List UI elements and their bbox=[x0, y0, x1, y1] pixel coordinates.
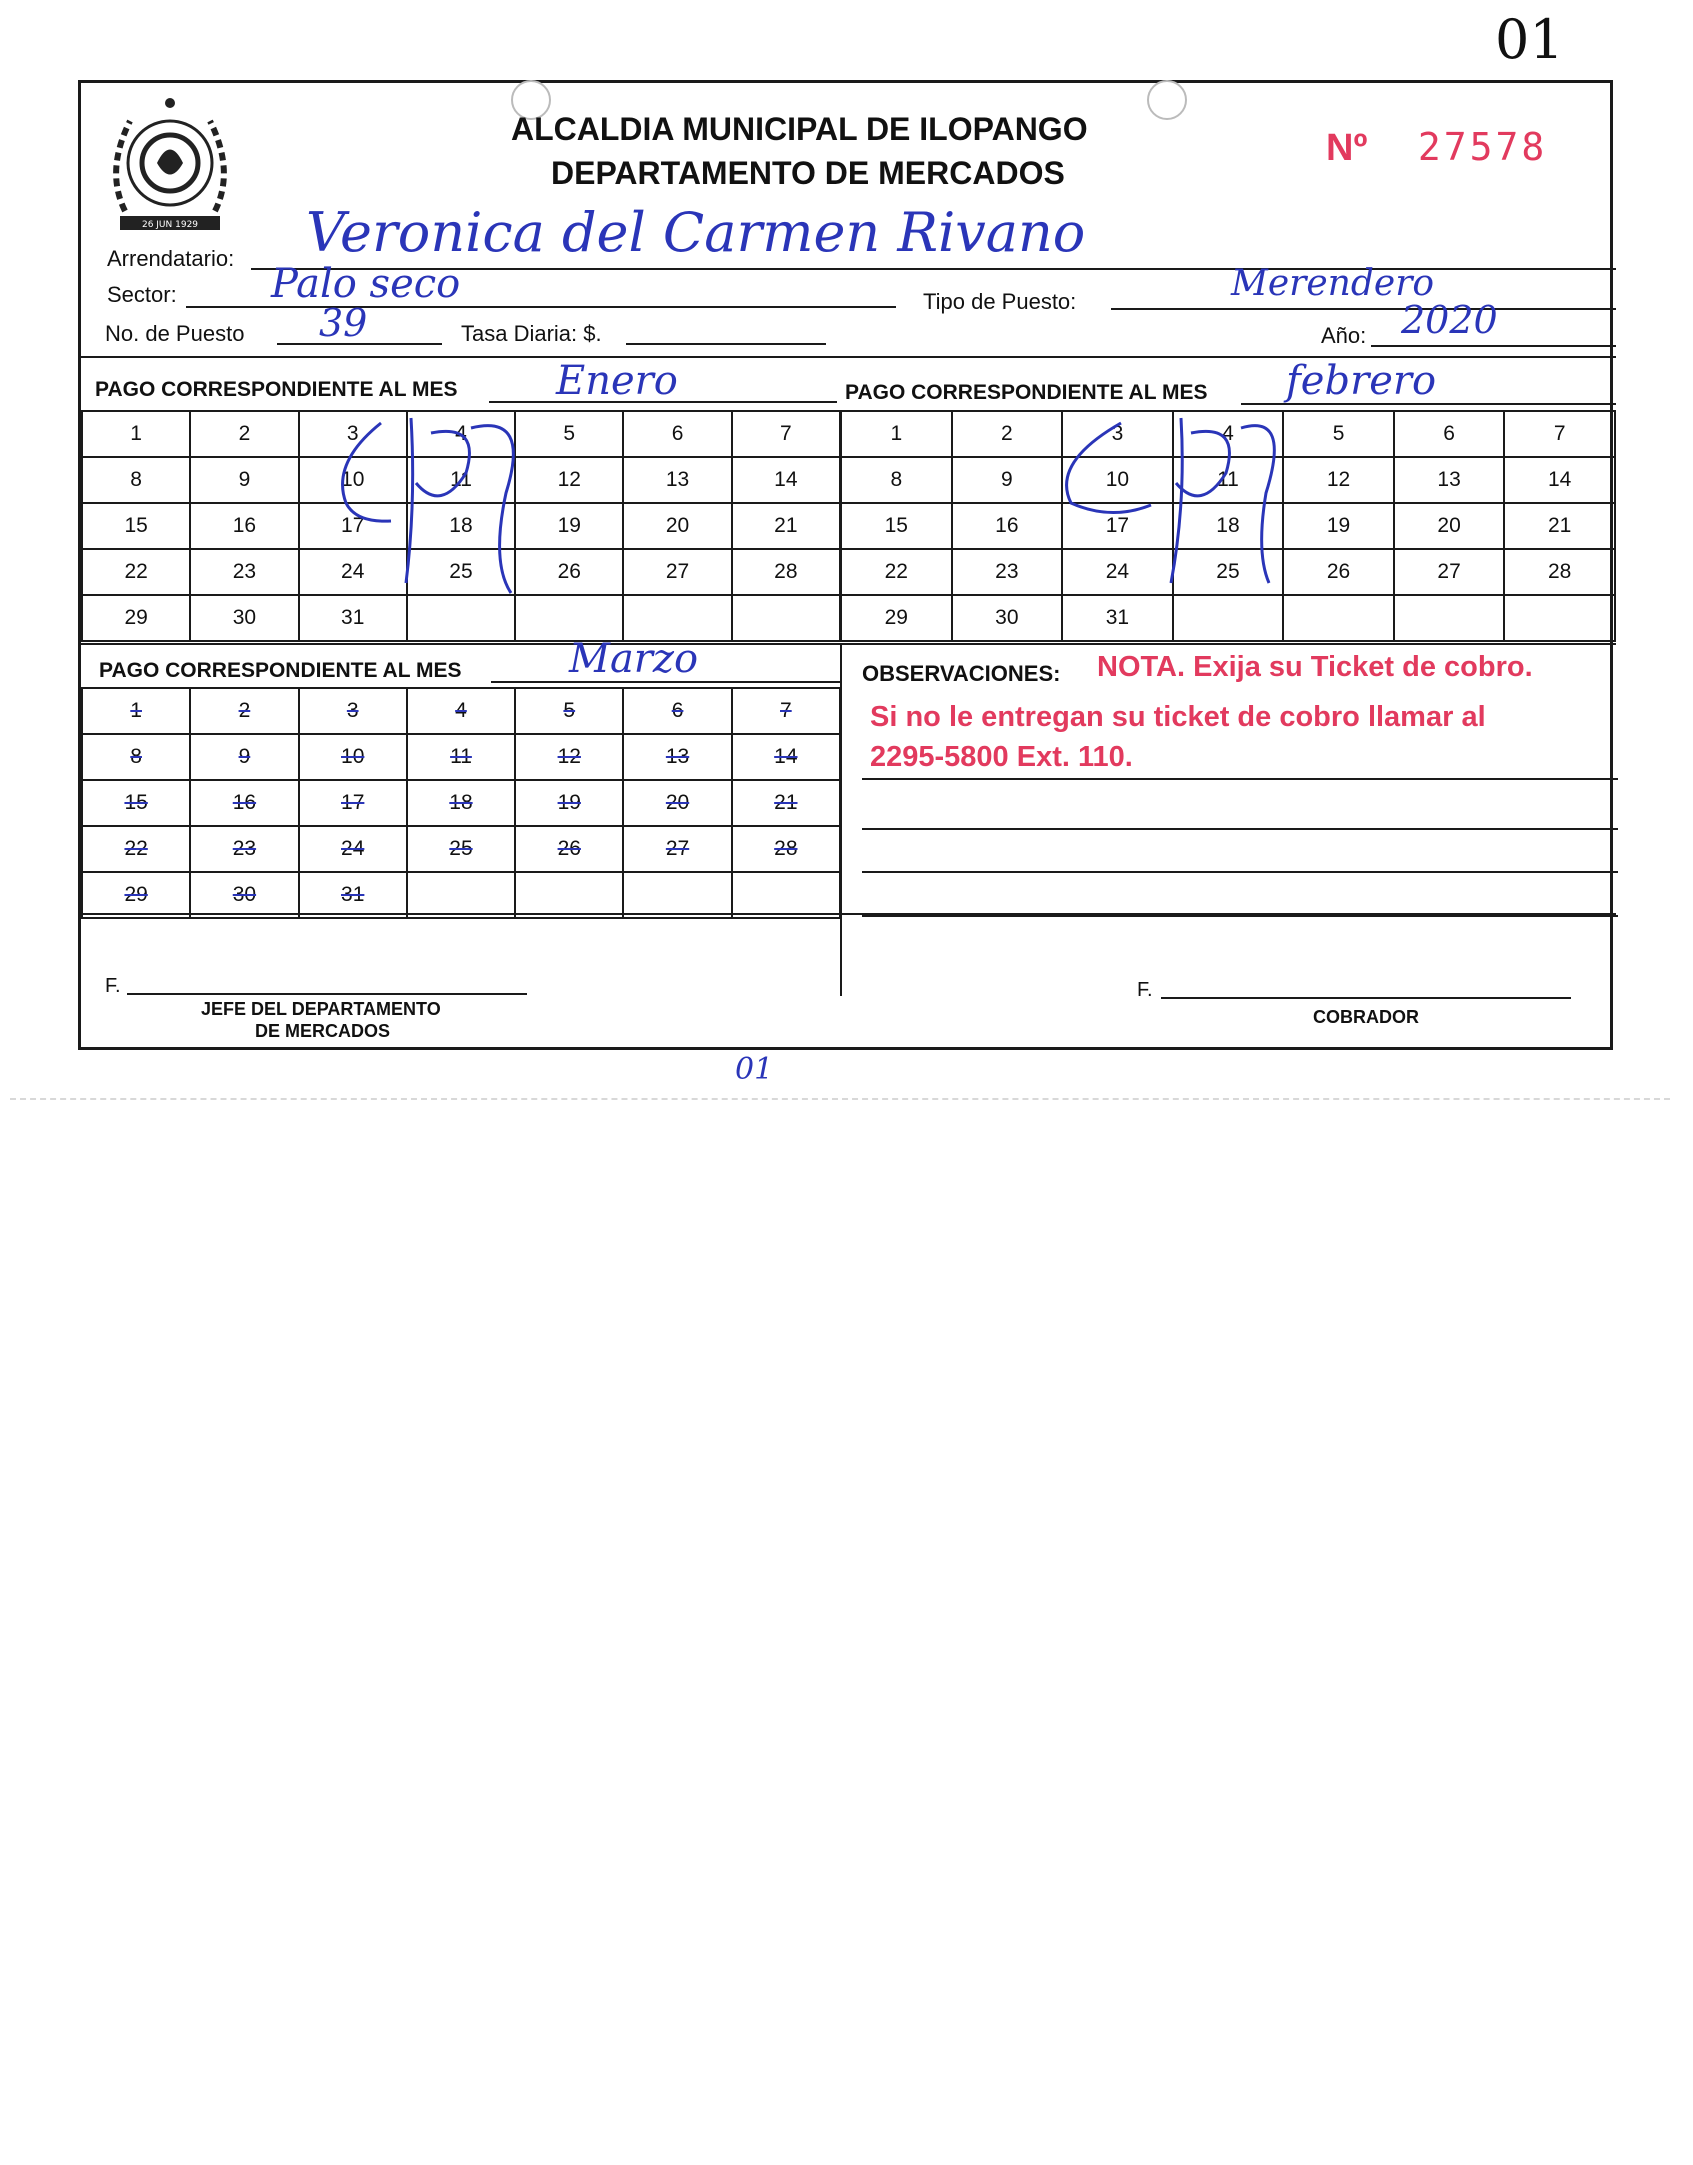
cobrador-label: COBRADOR bbox=[1313, 1007, 1419, 1027]
calendar-day-cell: 25 bbox=[407, 549, 515, 595]
calendar-day-cell: 22 bbox=[841, 549, 952, 595]
calendar-day-cell: 4 bbox=[407, 688, 515, 734]
tasa-diaria-label: Tasa Diaria: $. bbox=[461, 321, 602, 346]
calendar-day-cell: 16 bbox=[190, 503, 298, 549]
puesto-label: No. de Puesto bbox=[105, 321, 245, 346]
calendar-day-cell: 6 bbox=[623, 688, 731, 734]
month-label-febrero: PAGO CORRESPONDIENTE AL MES bbox=[845, 381, 1208, 404]
page-number-bottom: 01 bbox=[735, 1052, 774, 1087]
scan-edge bbox=[10, 1098, 1670, 1100]
calendar-day-cell: 30 bbox=[952, 595, 1063, 641]
calendar-day-cell bbox=[623, 595, 731, 641]
municipal-seal bbox=[95, 91, 245, 241]
calendar-day-cell: 22 bbox=[82, 826, 190, 872]
calendar-day-cell: 7 bbox=[732, 688, 840, 734]
calendar-day-cell: 20 bbox=[623, 503, 731, 549]
calendar-day-cell: 14 bbox=[1504, 457, 1615, 503]
calendar-day-cell bbox=[732, 595, 840, 641]
puesto-value: 39 bbox=[319, 301, 368, 345]
calendar-day-cell: 24 bbox=[1062, 549, 1173, 595]
anio-value: 2020 bbox=[1401, 298, 1498, 342]
calendar-day-cell bbox=[515, 872, 623, 918]
calendar-day-cell: 16 bbox=[190, 780, 298, 826]
calendar-day-cell: 8 bbox=[82, 734, 190, 780]
calendar-day-cell: 27 bbox=[623, 826, 731, 872]
calendar-day-cell: 12 bbox=[515, 457, 623, 503]
calendar-day-cell: 24 bbox=[299, 549, 407, 595]
signature-f2: F. bbox=[1137, 979, 1153, 1001]
observaciones-block bbox=[840, 643, 1618, 996]
calendar-day-cell: 23 bbox=[190, 826, 298, 872]
calendar-day-cell: 19 bbox=[515, 780, 623, 826]
calendar-day-cell: 6 bbox=[623, 411, 731, 457]
calendar-day-cell: 21 bbox=[732, 503, 840, 549]
month-value-marzo: Marzo bbox=[569, 636, 699, 682]
calendar-day-cell: 26 bbox=[1283, 549, 1394, 595]
calendar-row bbox=[82, 688, 840, 734]
calendar-day-cell: 10 bbox=[299, 457, 407, 503]
page-number-top: 01 bbox=[1495, 8, 1564, 71]
calendar-day-cell: 29 bbox=[841, 595, 952, 641]
calendar-day-cell: 2 bbox=[190, 688, 298, 734]
seal-text: 26 JUN 1929 bbox=[141, 220, 199, 230]
calendar-day-cell: 20 bbox=[1394, 503, 1505, 549]
calendar-day-cell: 19 bbox=[515, 503, 623, 549]
calendar-row bbox=[82, 734, 840, 780]
nota-line3: 2295-5800 Ext. 110. bbox=[870, 741, 1133, 773]
calendar-day-cell: 18 bbox=[407, 503, 515, 549]
calendar-day-cell: 3 bbox=[299, 411, 407, 457]
calendar-day-cell: 5 bbox=[1283, 411, 1394, 457]
calendar-day-cell: 21 bbox=[1504, 503, 1615, 549]
calendar-row bbox=[82, 780, 840, 826]
calendar-day-cell bbox=[407, 872, 515, 918]
calendar-day-cell: 20 bbox=[623, 780, 731, 826]
calendar-day-cell: 18 bbox=[407, 780, 515, 826]
calendar-day-cell: 19 bbox=[1283, 503, 1394, 549]
calendar-day-cell: 11 bbox=[1173, 457, 1284, 503]
calendar-day-cell: 4 bbox=[407, 411, 515, 457]
punch-hole-right bbox=[1147, 80, 1187, 120]
calendar-row bbox=[82, 872, 840, 918]
calendar-day-cell: 7 bbox=[732, 411, 840, 457]
calendar-day-cell: 24 bbox=[299, 826, 407, 872]
calendar-day-cell: 5 bbox=[515, 688, 623, 734]
calendar-marzo bbox=[81, 687, 841, 919]
calendar-day-cell: 17 bbox=[299, 780, 407, 826]
calendar-day-cell: 12 bbox=[515, 734, 623, 780]
calendar-day-cell: 25 bbox=[1173, 549, 1284, 595]
month-value-febrero: febrero bbox=[1286, 358, 1437, 404]
calendar-day-cell: 15 bbox=[841, 503, 952, 549]
sector-label: Sector: bbox=[107, 282, 177, 307]
month-label-marzo: PAGO CORRESPONDIENTE AL MES bbox=[99, 659, 462, 682]
calendar-day-cell: 27 bbox=[623, 549, 731, 595]
calendar-day-cell bbox=[732, 872, 840, 918]
calendar-day-cell: 15 bbox=[82, 503, 190, 549]
calendar-day-cell: 9 bbox=[190, 457, 298, 503]
calendar-day-cell: 9 bbox=[952, 457, 1063, 503]
calendar-day-cell: 28 bbox=[1504, 549, 1615, 595]
calendar-day-cell: 29 bbox=[82, 595, 190, 641]
calendar-day-cell: 2 bbox=[190, 411, 298, 457]
calendar-day-cell: 1 bbox=[841, 411, 952, 457]
calendar-day-cell: 15 bbox=[82, 780, 190, 826]
calendar-day-cell: 31 bbox=[299, 595, 407, 641]
calendar-day-cell bbox=[1504, 595, 1615, 641]
calendar-day-cell: 10 bbox=[1062, 457, 1173, 503]
calendar-day-cell: 16 bbox=[952, 503, 1063, 549]
calendar-day-cell: 13 bbox=[623, 734, 731, 780]
calendar-day-cell: 6 bbox=[1394, 411, 1505, 457]
calendar-day-cell: 13 bbox=[1394, 457, 1505, 503]
calendar-day-cell: 26 bbox=[515, 826, 623, 872]
calendar-day-cell: 14 bbox=[732, 734, 840, 780]
calendar-day-cell: 8 bbox=[841, 457, 952, 503]
number-value: 27578 bbox=[1417, 125, 1548, 169]
calendar-day-cell: 3 bbox=[299, 688, 407, 734]
sector-value: Palo seco bbox=[271, 261, 461, 307]
calendar-day-cell: 31 bbox=[1062, 595, 1173, 641]
calendar-day-cell: 3 bbox=[1062, 411, 1173, 457]
receipt-number bbox=[1326, 125, 1547, 170]
calendar-day-cell: 23 bbox=[190, 549, 298, 595]
calendar-day-cell: 28 bbox=[732, 549, 840, 595]
header-line1: ALCALDIA MUNICIPAL DE ILOPANGO bbox=[511, 111, 1088, 147]
calendar-day-cell: 14 bbox=[732, 457, 840, 503]
calendar-day-cell: 1 bbox=[82, 411, 190, 457]
handwritten-signature-enero bbox=[291, 403, 621, 603]
jefe-label-line1: JEFE DEL DEPARTAMENTO bbox=[201, 999, 441, 1019]
nota-line1: NOTA. Exija su Ticket de cobro. bbox=[1097, 651, 1533, 683]
tipo-puesto-value: Merendero bbox=[1231, 263, 1435, 304]
calendar-day-cell: 26 bbox=[515, 549, 623, 595]
market-payment-card bbox=[78, 80, 1613, 1050]
calendar-day-cell: 5 bbox=[515, 411, 623, 457]
calendar-row bbox=[82, 826, 840, 872]
month-value-enero: Enero bbox=[556, 358, 678, 404]
calendar-day-cell: 2 bbox=[952, 411, 1063, 457]
calendar-day-cell bbox=[623, 872, 731, 918]
calendar-day-cell: 9 bbox=[190, 734, 298, 780]
calendar-day-cell: 7 bbox=[1504, 411, 1615, 457]
calendar-day-cell: 8 bbox=[82, 457, 190, 503]
calendar-day-cell: 30 bbox=[190, 595, 298, 641]
calendar-day-cell: 27 bbox=[1394, 549, 1505, 595]
calendar-day-cell: 28 bbox=[732, 826, 840, 872]
calendar-day-cell: 25 bbox=[407, 826, 515, 872]
calendar-day-cell: 13 bbox=[623, 457, 731, 503]
calendar-day-cell: 23 bbox=[952, 549, 1063, 595]
calendar-day-cell: 31 bbox=[299, 872, 407, 918]
signature-f1: F. bbox=[105, 975, 121, 997]
month-label-enero: PAGO CORRESPONDIENTE AL MES bbox=[95, 378, 458, 401]
calendar-day-cell: 12 bbox=[1283, 457, 1394, 503]
calendar-day-cell: 21 bbox=[732, 780, 840, 826]
nota-line2: Si no le entregan su ticket de cobro llamar al bbox=[870, 701, 1486, 733]
jefe-label-line2: DE MERCADOS bbox=[255, 1021, 391, 1041]
calendar-day-cell bbox=[1394, 595, 1505, 641]
calendar-day-cell: 11 bbox=[407, 734, 515, 780]
anio-label: Año: bbox=[1321, 323, 1367, 348]
calendar-day-cell: 1 bbox=[82, 688, 190, 734]
calendar-day-cell: 11 bbox=[407, 457, 515, 503]
observaciones-label: OBSERVACIONES: bbox=[862, 661, 1061, 686]
handwritten-signature-febrero bbox=[1031, 403, 1361, 603]
arrendatario-value: Veronica del Carmen Rivano bbox=[306, 201, 1086, 264]
number-label: Nº bbox=[1326, 127, 1368, 169]
calendar-day-cell: 17 bbox=[299, 503, 407, 549]
calendar-day-cell: 4 bbox=[1173, 411, 1284, 457]
calendar-day-cell: 10 bbox=[299, 734, 407, 780]
calendar-day-cell: 30 bbox=[190, 872, 298, 918]
calendar-day-cell: 22 bbox=[82, 549, 190, 595]
tipo-puesto-label: Tipo de Puesto: bbox=[923, 289, 1077, 314]
calendar-day-cell: 29 bbox=[82, 872, 190, 918]
calendar-day-cell: 17 bbox=[1062, 503, 1173, 549]
header-line2: DEPARTAMENTO DE MERCADOS bbox=[551, 155, 1065, 191]
calendar-day-cell: 18 bbox=[1173, 503, 1284, 549]
arrendatario-label: Arrendatario: bbox=[107, 246, 235, 271]
